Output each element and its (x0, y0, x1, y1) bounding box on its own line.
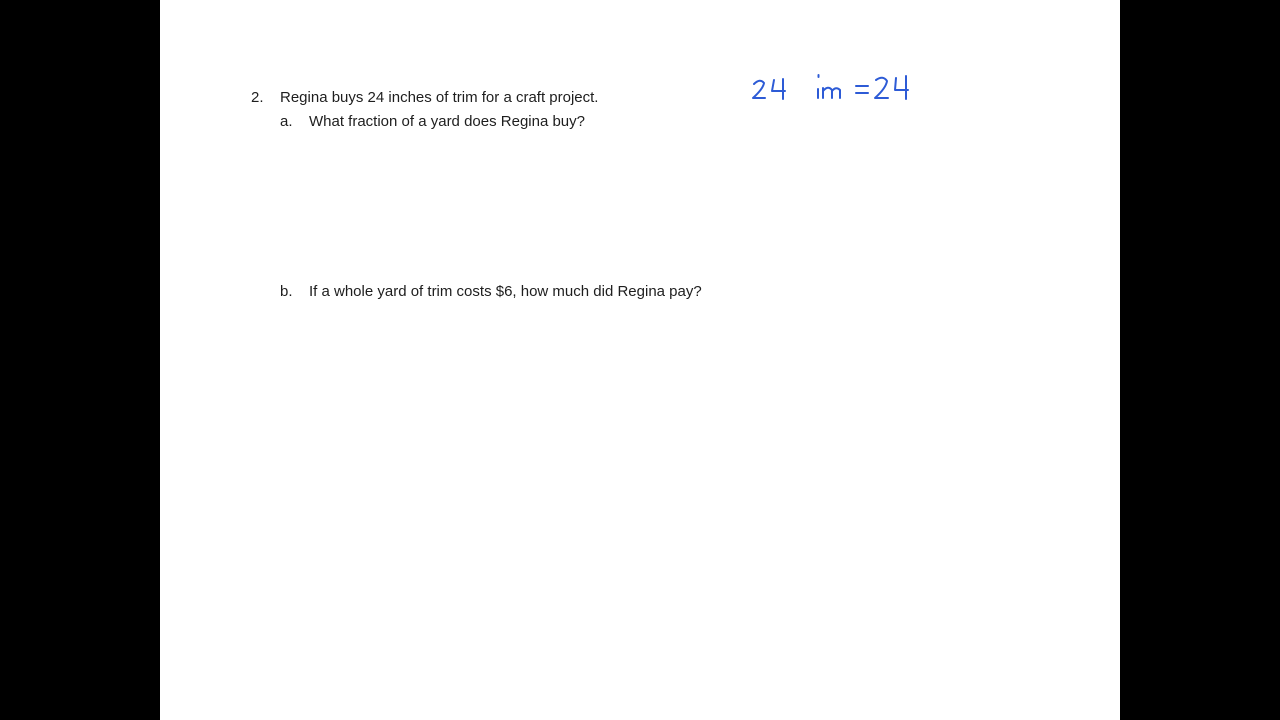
problem-number: 2. (251, 89, 264, 106)
worksheet-page (160, 0, 1120, 720)
part-b-question: If a whole yard of trim costs $6, how much did Regina pay? (309, 283, 702, 300)
part-b-label: b. (280, 283, 293, 300)
problem-stem: Regina buys 24 inches of trim for a craft project. (280, 89, 599, 106)
part-a-label: a. (280, 113, 293, 130)
part-a-question: What fraction of a yard does Regina buy? (309, 113, 585, 130)
handwritten-note (750, 70, 940, 106)
